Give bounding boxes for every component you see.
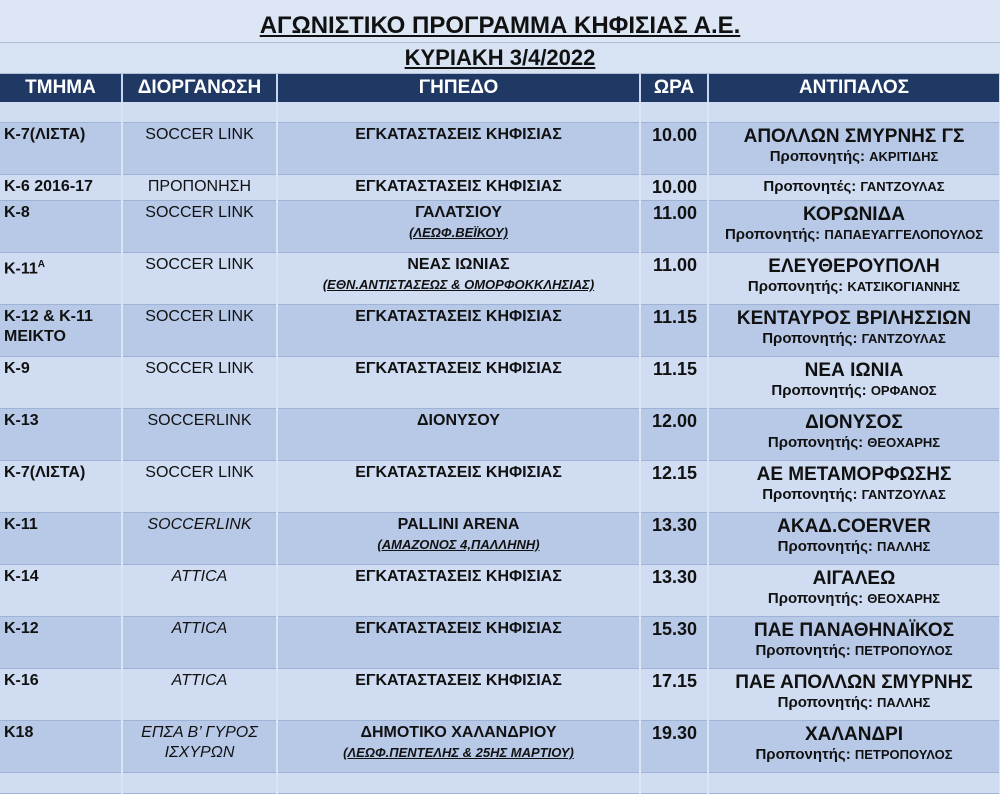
coach-line [712, 148, 996, 166]
competition-name: ΕΠΣΑ Β’ ΓΥΡΟΣ [141, 724, 258, 741]
venue-cell [277, 201, 640, 253]
team-cell [0, 201, 122, 253]
competition-cell [122, 253, 277, 305]
coach-label: Προπονητής: [769, 148, 870, 165]
page-title: ΑΓΩΝΙΣΤΙΚΟ ΠΡΟΓΡΑΜΜΑ ΚΗΦΙΣΙΑΣ Α.Ε. [259, 12, 741, 39]
coach-label: Προπονητές: [763, 178, 861, 195]
team-cell [0, 721, 122, 773]
table-row [0, 253, 1000, 305]
team-superscript: Α [37, 259, 46, 270]
coach-label: Προπονητής: [767, 590, 868, 607]
header-venue: ΓΗΠΕΔΟ [277, 74, 640, 102]
opponent-cell [708, 175, 1000, 201]
venue-name: ΓΑΛΑΤΣΙΟΥ [415, 204, 502, 221]
spacer-row [0, 102, 1000, 123]
venue-cell [277, 565, 640, 617]
coach-line [712, 642, 996, 660]
competition-name: SOCCER LINK [145, 360, 254, 377]
coach-line [712, 694, 996, 712]
competition-cell [122, 409, 277, 461]
kickoff-time: 13.30 [640, 513, 708, 565]
venue-name: ΔΗΜΟΤΙΚΟ ΧΑΛΑΝΔΡΙΟΥ [360, 724, 557, 741]
competition-name: SOCCER LINK [145, 464, 254, 481]
competition-cell [122, 357, 277, 409]
table-row [0, 461, 1000, 513]
kickoff-time: 12.00 [640, 409, 708, 461]
team-name: Κ-11 [4, 260, 38, 278]
coach-label: Προπονητής: [762, 330, 862, 347]
coach-name: ΘΕΟΧΑΡΗΣ [867, 591, 941, 606]
kickoff-time: 11.00 [640, 253, 708, 305]
team-cell [0, 409, 122, 461]
coach-name: ΑΚΡΙΤΙΔΗΣ [869, 149, 939, 164]
table-row [0, 305, 1000, 357]
opponent-cell [708, 669, 1000, 721]
competition-name: ATTICA [171, 568, 228, 585]
kickoff-time: 10.00 [640, 175, 708, 201]
team-name: Κ-13 [4, 412, 39, 429]
venue-cell [277, 357, 640, 409]
venue-name: ΕΓΚΑΤΑΣΤΑΣΕΙΣ ΚΗΦΙΣΙΑΣ [355, 464, 562, 481]
coach-line [712, 382, 996, 400]
opponent-cell [708, 305, 1000, 357]
opponent-cell [708, 409, 1000, 461]
coach-line [712, 434, 996, 452]
table-row [0, 669, 1000, 721]
kickoff-time: 15.30 [640, 617, 708, 669]
coach-line [712, 178, 996, 196]
coach-label: Προπονητής: [767, 434, 868, 451]
competition-cell [122, 461, 277, 513]
team-cell [0, 617, 122, 669]
coach-label: Προπονητής: [755, 746, 855, 763]
coach-line [712, 538, 996, 556]
competition-name-line2: ΙΣΧΥΡΩΝ [164, 744, 235, 761]
team-name: Κ-6 2016-17 [4, 178, 93, 195]
coach-name: ΟΡΦΑΝΟΣ [870, 383, 937, 398]
competition-name: SOCCER LINK [145, 204, 254, 221]
venue-cell [277, 513, 640, 565]
competition-name: ATTICA [171, 672, 228, 689]
venue-cell [277, 175, 640, 201]
team-cell [0, 513, 122, 565]
schedule-table [0, 74, 1000, 794]
competition-cell [122, 305, 277, 357]
header-competition: ΔΙΟΡΓΑΝΩΣΗ [122, 74, 277, 102]
venue-cell [277, 461, 640, 513]
coach-label: Προπονητής: [777, 694, 878, 711]
table-header-row [0, 74, 1000, 102]
venue-address: (ΕΘΝ.ΑΝΤΙΣΤΑΣΕΩΣ & ΟΜΟΡΦΟΚΚΛΗΣΙΑΣ) [322, 277, 595, 292]
coach-label: Προπονητής: [777, 538, 878, 555]
header-time: ΩΡΑ [640, 74, 708, 102]
coach-line [712, 746, 996, 764]
table-row [0, 175, 1000, 201]
venue-address: (ΛΕΩΦ.ΒΕΪΚΟΥ) [409, 225, 508, 240]
spacer-row [0, 773, 1000, 794]
kickoff-time: 19.30 [640, 721, 708, 773]
coach-label: Προπονητής: [724, 226, 825, 243]
opponent-name: ΚΕΝΤΑΥΡΟΣ ΒΡΙΛΗΣΣΙΩΝ [736, 308, 972, 329]
coach-name: ΓΑΝΤΖΟΥΛΑΣ [860, 179, 945, 194]
opponent-name: ΔΙΟΝΥΣΟΣ [805, 412, 903, 433]
team-name: Κ-7(ΛΙΣΤΑ) [4, 126, 86, 143]
table-row [0, 409, 1000, 461]
venue-name: ΕΓΚΑΤΑΣΤΑΣΕΙΣ ΚΗΦΙΣΙΑΣ [355, 672, 562, 689]
kickoff-time: 11.15 [640, 305, 708, 357]
opponent-cell [708, 253, 1000, 305]
date-row [0, 43, 1000, 74]
venue-name: ΕΓΚΑΤΑΣΤΑΣΕΙΣ ΚΗΦΙΣΙΑΣ [355, 308, 562, 325]
coach-label: Προπονητής: [771, 382, 871, 399]
opponent-cell [708, 513, 1000, 565]
team-cell [0, 175, 122, 201]
coach-label: Προπονητής: [747, 278, 848, 295]
venue-cell [277, 123, 640, 175]
coach-line [712, 590, 996, 608]
opponent-cell [708, 617, 1000, 669]
competition-cell [122, 617, 277, 669]
venue-name: ΝΕΑΣ ΙΩΝΙΑΣ [407, 256, 510, 273]
venue-cell [277, 409, 640, 461]
opponent-name: ΚΟΡΩΝΙΔΑ [803, 204, 905, 225]
header-opponent: ΑΝΤΙΠΑΛΟΣ [708, 74, 1000, 102]
competition-cell [122, 513, 277, 565]
table-row [0, 201, 1000, 253]
kickoff-time: 12.15 [640, 461, 708, 513]
competition-name: ATTICA [171, 620, 228, 637]
team-name: Κ18 [4, 724, 34, 741]
venue-name: ΕΓΚΑΤΑΣΤΑΣΕΙΣ ΚΗΦΙΣΙΑΣ [355, 178, 562, 195]
competition-cell [122, 721, 277, 773]
competition-name: SOCCERLINK [147, 516, 252, 533]
opponent-cell [708, 461, 1000, 513]
venue-cell [277, 305, 640, 357]
team-name: Κ-11 [4, 516, 38, 533]
team-name: Κ-7(ΛΙΣΤΑ) [4, 464, 86, 481]
opponent-cell [708, 123, 1000, 175]
opponent-name: ΝΕΑ ΙΩΝΙΑ [804, 360, 904, 381]
venue-name: ΕΓΚΑΤΑΣΤΑΣΕΙΣ ΚΗΦΙΣΙΑΣ [355, 126, 562, 143]
title-row [0, 0, 1000, 43]
opponent-cell [708, 721, 1000, 773]
team-cell [0, 461, 122, 513]
opponent-name: ΠΑΕ ΑΠΟΛΛΩΝ ΣΜΥΡΝΗΣ [735, 672, 973, 693]
venue-name: ΕΓΚΑΤΑΣΤΑΣΕΙΣ ΚΗΦΙΣΙΑΣ [355, 620, 562, 637]
coach-line [712, 330, 996, 348]
team-cell [0, 669, 122, 721]
opponent-name: ΑΙΓΑΛΕΩ [812, 568, 896, 589]
opponent-name: ΧΑΛΑΝΔΡΙ [804, 724, 904, 745]
opponent-name: ΑΠΟΛΛΩΝ ΣΜΥΡΝΗΣ ΓΣ [743, 126, 965, 147]
team-cell [0, 565, 122, 617]
coach-name: ΠΑΠΑΕΥΑΓΓΕΛΟΠΟΥΛΟΣ [824, 227, 984, 242]
team-name: Κ-14 [4, 568, 39, 585]
opponent-cell [708, 565, 1000, 617]
venue-address: (ΛΕΩΦ.ΠΕΝΤΕΛΗΣ & 25ΗΣ ΜΑΡΤΙΟΥ) [343, 745, 574, 760]
venue-cell [277, 669, 640, 721]
venue-cell [277, 253, 640, 305]
team-name-line2: ΜΕΙΚΤΟ [4, 328, 66, 345]
venue-name: PALLINI ARENA [397, 516, 520, 533]
table-row [0, 721, 1000, 773]
opponent-name: ΕΛΕΥΘΕΡΟΥΠΟΛΗ [768, 256, 940, 277]
schedule-date: ΚΥΡΙΑΚΗ 3/4/2022 [404, 45, 596, 70]
coach-name: ΠΕΤΡΟΠΟΥΛΟΣ [854, 747, 953, 762]
venue-cell [277, 617, 640, 669]
competition-cell [122, 123, 277, 175]
opponent-name: ΠΑΕ ΠΑΝΑΘΗΝΑΪΚΟΣ [753, 620, 955, 641]
table-row [0, 513, 1000, 565]
competition-cell [122, 175, 277, 201]
coach-label: Προπονητής: [762, 486, 862, 503]
competition-name: SOCCER LINK [145, 256, 254, 273]
coach-name: ΠΑΛΛΗΣ [877, 539, 931, 554]
coach-name: ΠΑΛΛΗΣ [877, 695, 931, 710]
coach-name: ΓΑΝΤΖΟΥΛΑΣ [861, 487, 946, 502]
venue-cell [277, 721, 640, 773]
coach-name: ΘΕΟΧΑΡΗΣ [867, 435, 941, 450]
kickoff-time: 10.00 [640, 123, 708, 175]
kickoff-time: 17.15 [640, 669, 708, 721]
competition-cell [122, 201, 277, 253]
venue-name: ΔΙΟΝΥΣΟΥ [417, 412, 500, 429]
team-name: Κ-9 [4, 360, 30, 377]
competition-name: SOCCERLINK [147, 412, 252, 429]
coach-line [712, 226, 996, 244]
kickoff-time: 11.00 [640, 201, 708, 253]
team-name: Κ-16 [4, 672, 39, 689]
table-row [0, 357, 1000, 409]
venue-name: ΕΓΚΑΤΑΣΤΑΣΕΙΣ ΚΗΦΙΣΙΑΣ [355, 568, 562, 585]
opponent-name: ΑΕ ΜΕΤΑΜΟΡΦΩΣΗΣ [756, 464, 952, 485]
coach-line [712, 278, 996, 296]
kickoff-time: 13.30 [640, 565, 708, 617]
team-cell [0, 305, 122, 357]
coach-line [712, 486, 996, 504]
coach-name: ΓΑΝΤΖΟΥΛΑΣ [861, 331, 946, 346]
competition-name: SOCCER LINK [145, 126, 254, 143]
venue-address: (ΑΜΑΖΟΝΟΣ 4,ΠΑΛΛΗΝΗ) [377, 537, 540, 552]
team-cell [0, 123, 122, 175]
header-team: ΤΜΗΜΑ [0, 74, 122, 102]
venue-name: ΕΓΚΑΤΑΣΤΑΣΕΙΣ ΚΗΦΙΣΙΑΣ [355, 360, 562, 377]
competition-cell [122, 565, 277, 617]
team-name: Κ-8 [4, 204, 30, 221]
team-name: Κ-12 & Κ-11 [4, 308, 93, 325]
kickoff-time: 11.15 [640, 357, 708, 409]
coach-name: ΠΕΤΡΟΠΟΥΛΟΣ [854, 643, 953, 658]
table-row [0, 565, 1000, 617]
opponent-cell [708, 357, 1000, 409]
competition-cell [122, 669, 277, 721]
opponent-cell [708, 201, 1000, 253]
table-row [0, 617, 1000, 669]
team-name: Κ-12 [4, 620, 39, 637]
team-cell [0, 357, 122, 409]
team-cell [0, 253, 122, 305]
table-row [0, 123, 1000, 175]
competition-name: SOCCER LINK [145, 308, 254, 325]
opponent-name: ΑΚΑΔ.COERVER [777, 516, 931, 537]
competition-name: ΠΡΟΠΟΝΗΣΗ [147, 178, 252, 195]
coach-label: Προπονητής: [755, 642, 855, 659]
coach-name: ΚΑΤΣΙΚΟΓΙΑΝΝΗΣ [847, 279, 961, 294]
